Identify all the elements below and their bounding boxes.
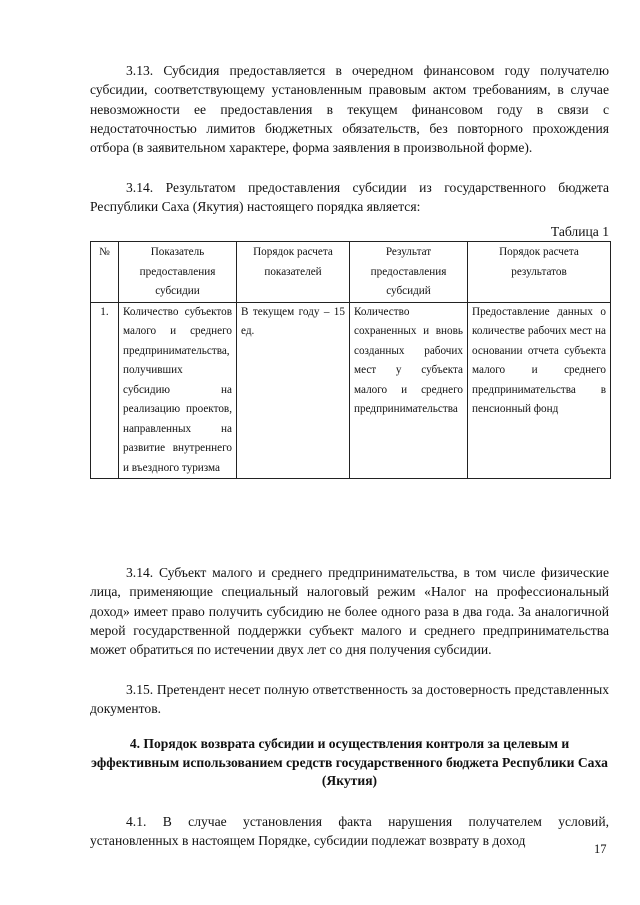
table-header-row xyxy=(91,242,611,303)
paragraph-4-1: 4.1. В случае установления факта нарушения получателем условий, установленных в настоящем Порядке, субсидии подлежат возврату в доход xyxy=(90,814,609,849)
header-result-calc: Порядок расчета результатов xyxy=(468,242,611,303)
paragraph-3-15: 3.15. Претендент несет полную ответственность за достоверность представленных документов. xyxy=(90,682,609,717)
row-number: 1. xyxy=(91,302,119,479)
paragraph-3-14-result: 3.14. Результатом предоставления субсидии из государственного бюджета Республики Саха (Якутия) настоящего порядка является: xyxy=(90,180,609,215)
row-indicator: Количество субъектов малого и среднего предпринимательства, получивших субсидию на реализацию проектов, направленных на развитие внутреннего и въездного туризма xyxy=(119,302,237,479)
header-indicator: Показатель предоставления субсидии xyxy=(119,242,237,303)
table-row xyxy=(91,302,611,479)
header-indicator-calc: Порядок расчета показателей xyxy=(237,242,350,303)
row-indicator-calc: В текущем году – 15 ед. xyxy=(237,302,350,479)
section-4-heading: 4. Порядок возврата субсидии и осуществления контроля за целевым и эффективным использованием средств государственного бюджета Республики Саха (Якутия) xyxy=(91,736,608,788)
page-number: 17 xyxy=(594,842,607,856)
header-result: Результат предоставления субсидий xyxy=(350,242,468,303)
results-table xyxy=(90,241,611,479)
row-result: Количество сохраненных и вновь созданных рабочих мест у субъекта малого и среднего предпринимательства xyxy=(350,302,468,479)
table-caption: Таблица 1 xyxy=(550,224,609,239)
header-number: № xyxy=(91,242,119,303)
paragraph-3-13: 3.13. Субсидия предоставляется в очередном финансовом году получателю субсидии, соответствующему установленным правовым актом требованиям, в случае невозможности ее предоставления в текущем финансовом году в связи с недостаточностью лимитов бюджетных обязательств, без повторного прохождения отбора (в заявительном характере, форма заявления в произвольной форме). xyxy=(90,63,609,156)
paragraph-3-14-subject: 3.14. Субъект малого и среднего предпринимательства, в том числе физические лица, применяющие специальный налоговый режим «Налог на профессиональный доход» имеет право получить субсидию не более одного раза в два года. За аналогичной мерой государственной поддержки субъект малого и среднего предпринимательства может обратиться по истечении двух лет со дня получения субсидии. xyxy=(90,565,609,658)
row-result-calc: Предоставление данных о количестве рабочих мест на основании отчета субъекта малого и среднего предпринимательства в пенсионный фонд xyxy=(468,302,611,479)
